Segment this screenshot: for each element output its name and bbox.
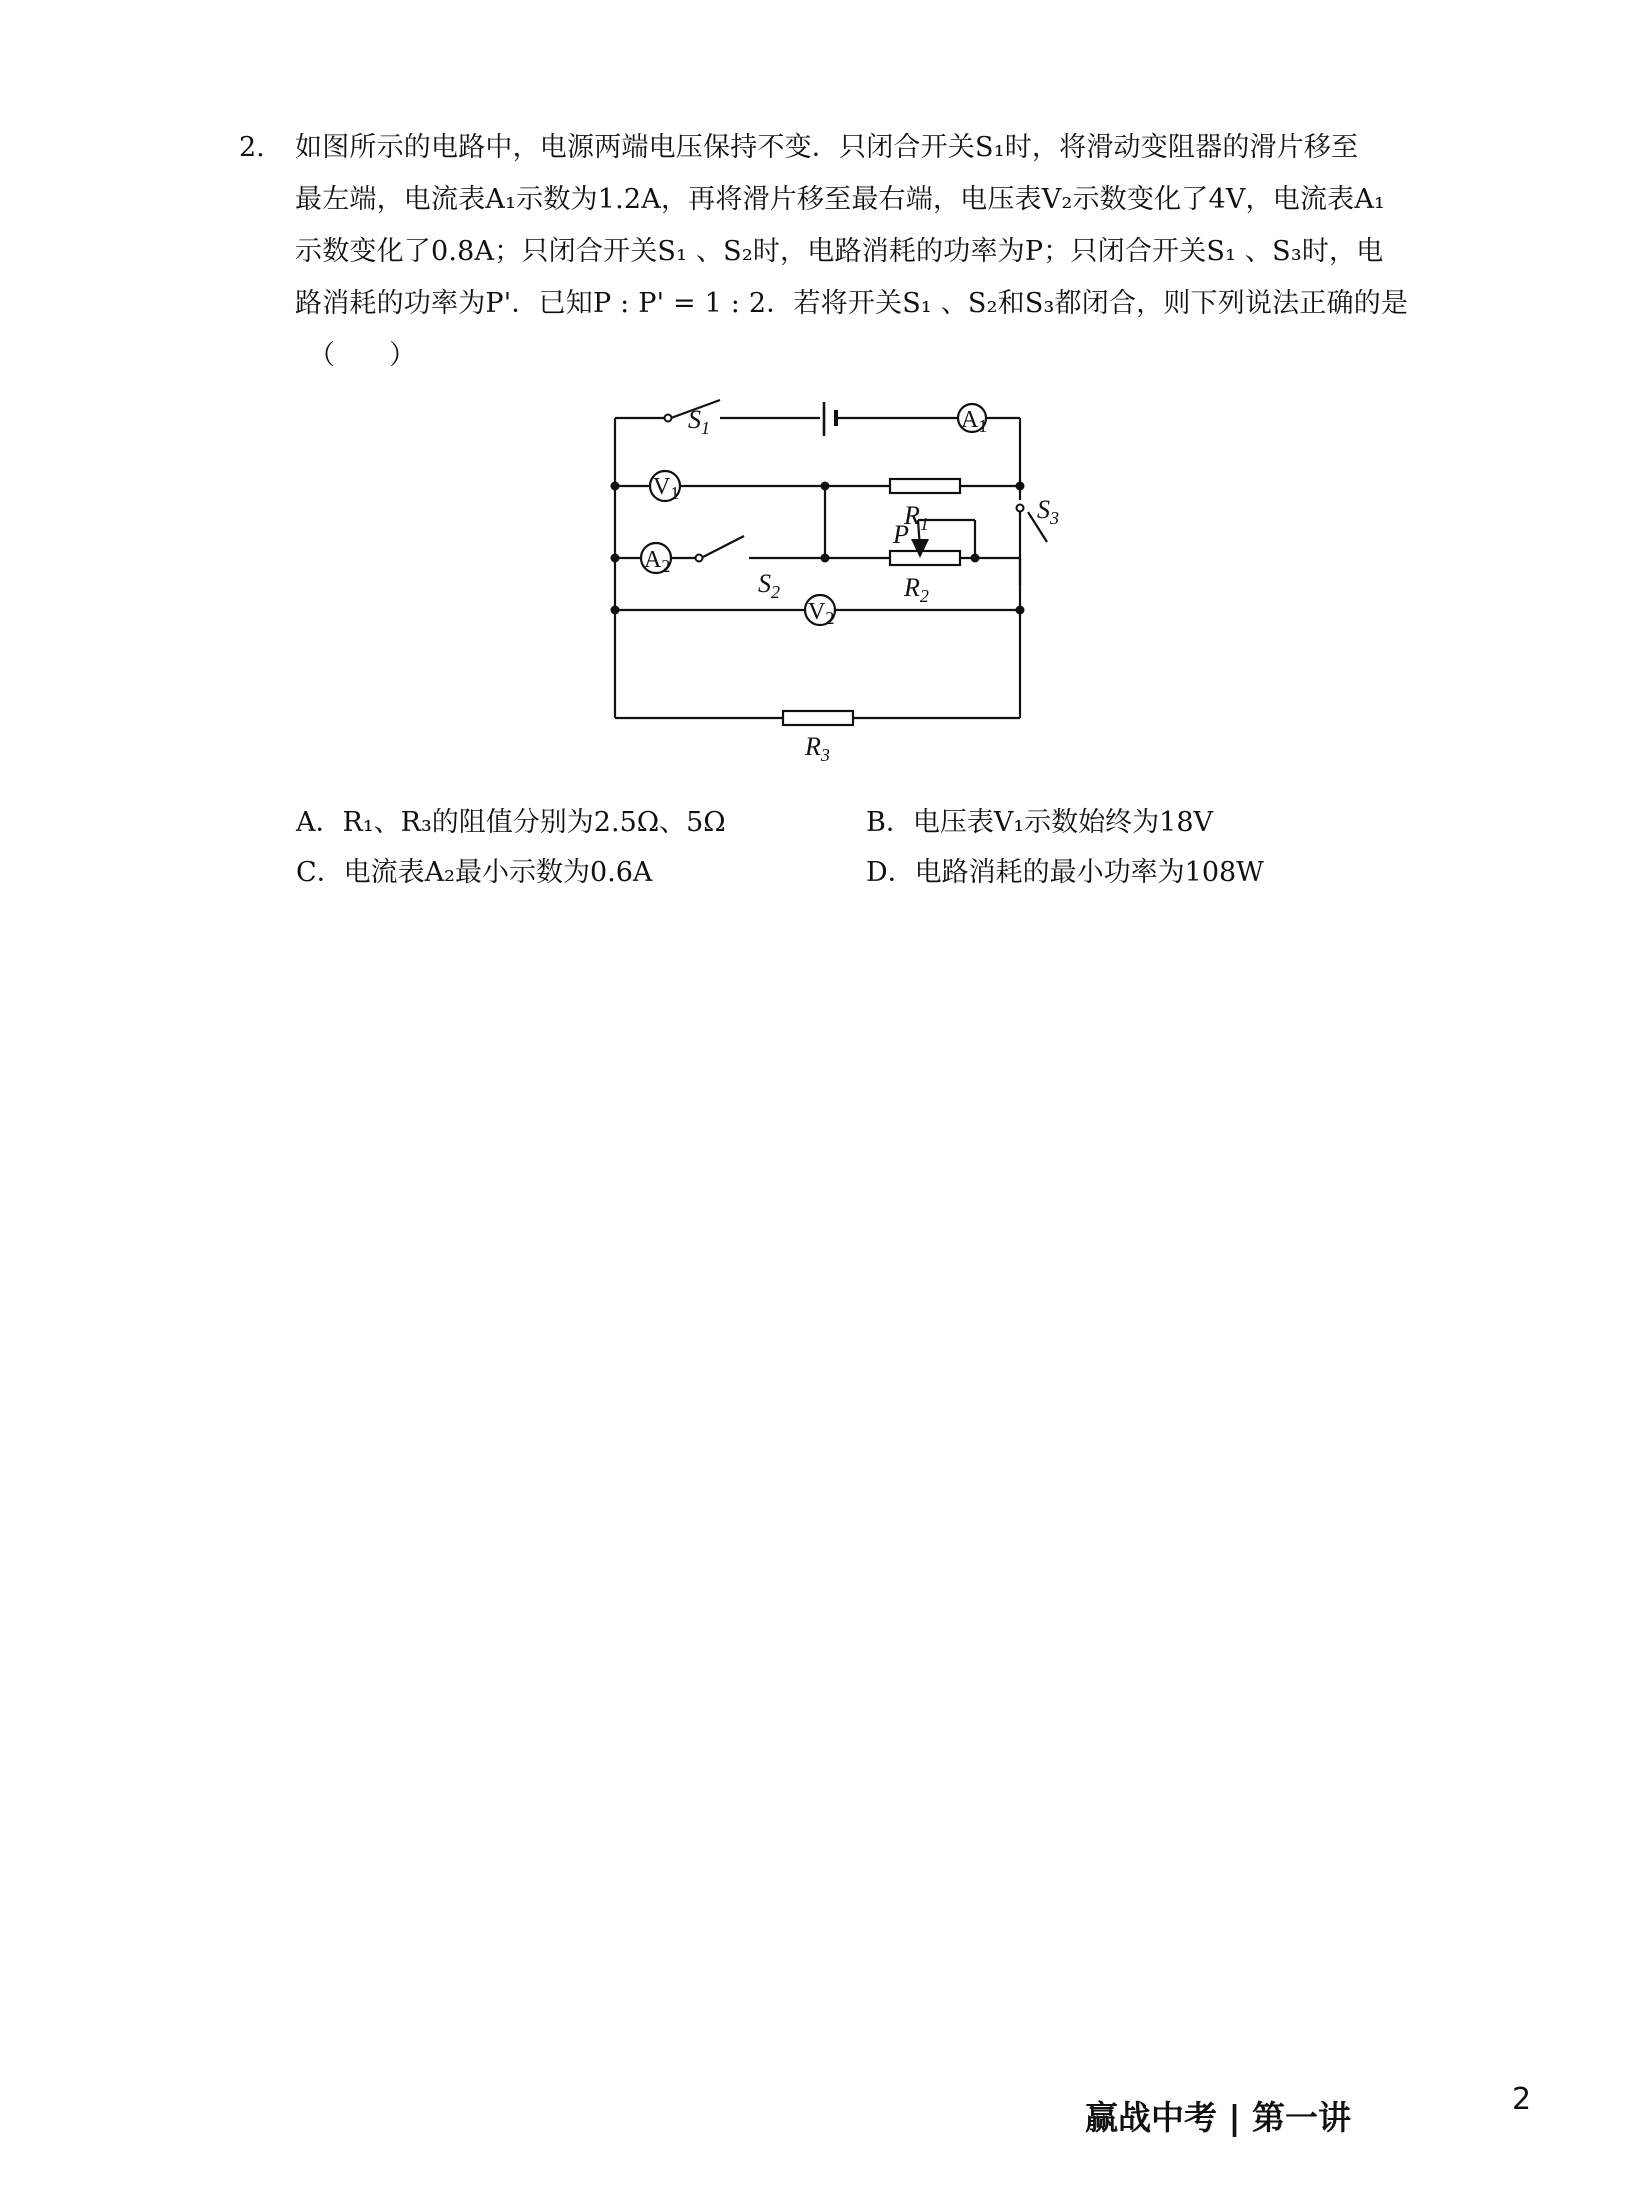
label-a2: $A_2$ [644,547,671,576]
question-line-2: 最左端，电流表A₁示数为1.2A，再将滑片移至最右端，电压表V₂示数变化了4V，电流表A₁ [295,184,1386,215]
question-number: 2. [239,132,265,163]
label-r1: $R_1$ [904,501,929,534]
label-r3: $R_3$ [805,732,830,765]
option-c: C．电流表A₂最小示数为0.6A [296,857,653,888]
circuit-diagram [595,380,1075,780]
footer-title: 赢战中考 | 第一讲 [1085,2098,1352,2137]
label-s2: $S_2$ [758,569,780,602]
answer-bracket: （ ） [308,340,416,371]
option-a: A．R₁、R₃的阻值分别为2.5Ω、5Ω [296,807,726,838]
label-s1: $S_1$ [688,405,710,438]
label-v1: $V_1$ [653,474,680,503]
page-number: 2 [1512,2082,1532,2117]
label-a1: $A_1$ [961,407,988,436]
option-d: D．电路消耗的最小功率为108W [866,857,1264,888]
label-v2: $V_2$ [808,599,835,628]
label-r2: $R_2$ [904,573,929,606]
option-b: B．电压表V₁示数始终为18V [866,807,1214,838]
label-s3: $S_3$ [1037,495,1059,528]
question-line-3: 示数变化了0.8A；只闭合开关S₁ 、S₂时，电路消耗的功率为P；只闭合开关S₁ 、S₃时，电 [295,236,1384,267]
label-p: P [893,520,909,549]
question-line-1: 如图所示的电路中，电源两端电压保持不变．只闭合开关S₁时，将滑动变阻器的滑片移至 [295,132,1359,163]
question-line-4: 路消耗的功率为P'．已知P : P' = 1 : 2．若将开关S₁ 、S₂和S₃都闭合，则下列说法正确的是 [295,288,1409,319]
